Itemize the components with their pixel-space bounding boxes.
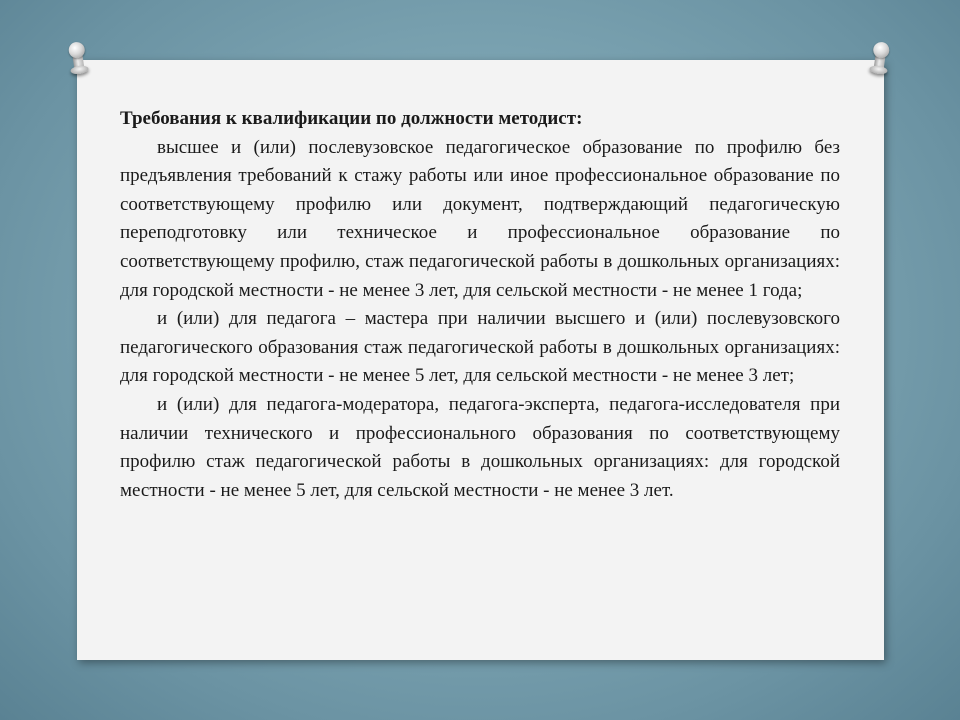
pushpin-icon	[66, 41, 91, 77]
slide-content	[120, 105, 840, 505]
pushpin-icon	[868, 41, 893, 77]
requirement-paragraph-3: и (или) для педагога-модератора, педагога-эксперта, педагога-исследователя при наличии технического и профессионального образования по соответствующему профилю стаж педагогической работы в дошкольных организациях: для городской местности - не менее 5 лет, для сельской местности - не менее 3 лет.	[120, 393, 840, 501]
slide-title: Требования к квалификации по должности методист:	[120, 108, 583, 129]
requirement-paragraph-2: и (или) для педагога – мастера при наличии высшего и (или) послевузовского педагогического образования стаж педагогической работы в дошкольных организациях: для городской местности - не менее 5 лет, для сельской местности - не менее 3 лет;	[120, 308, 840, 387]
requirement-paragraph-1: высшее и (или) послевузовское педагогическое образование по профилю без предъявления требований к стажу работы или иное профессиональное образование по соответствующему профилю или документ, подтверждающий педагогическую переподготовку или техническое и профессиональное образование по соответствующему профилю, стаж педагогической работы в дошкольных организациях: для городской местности - не менее 3 лет, для сельской местности - не менее 1 года;	[120, 136, 840, 301]
